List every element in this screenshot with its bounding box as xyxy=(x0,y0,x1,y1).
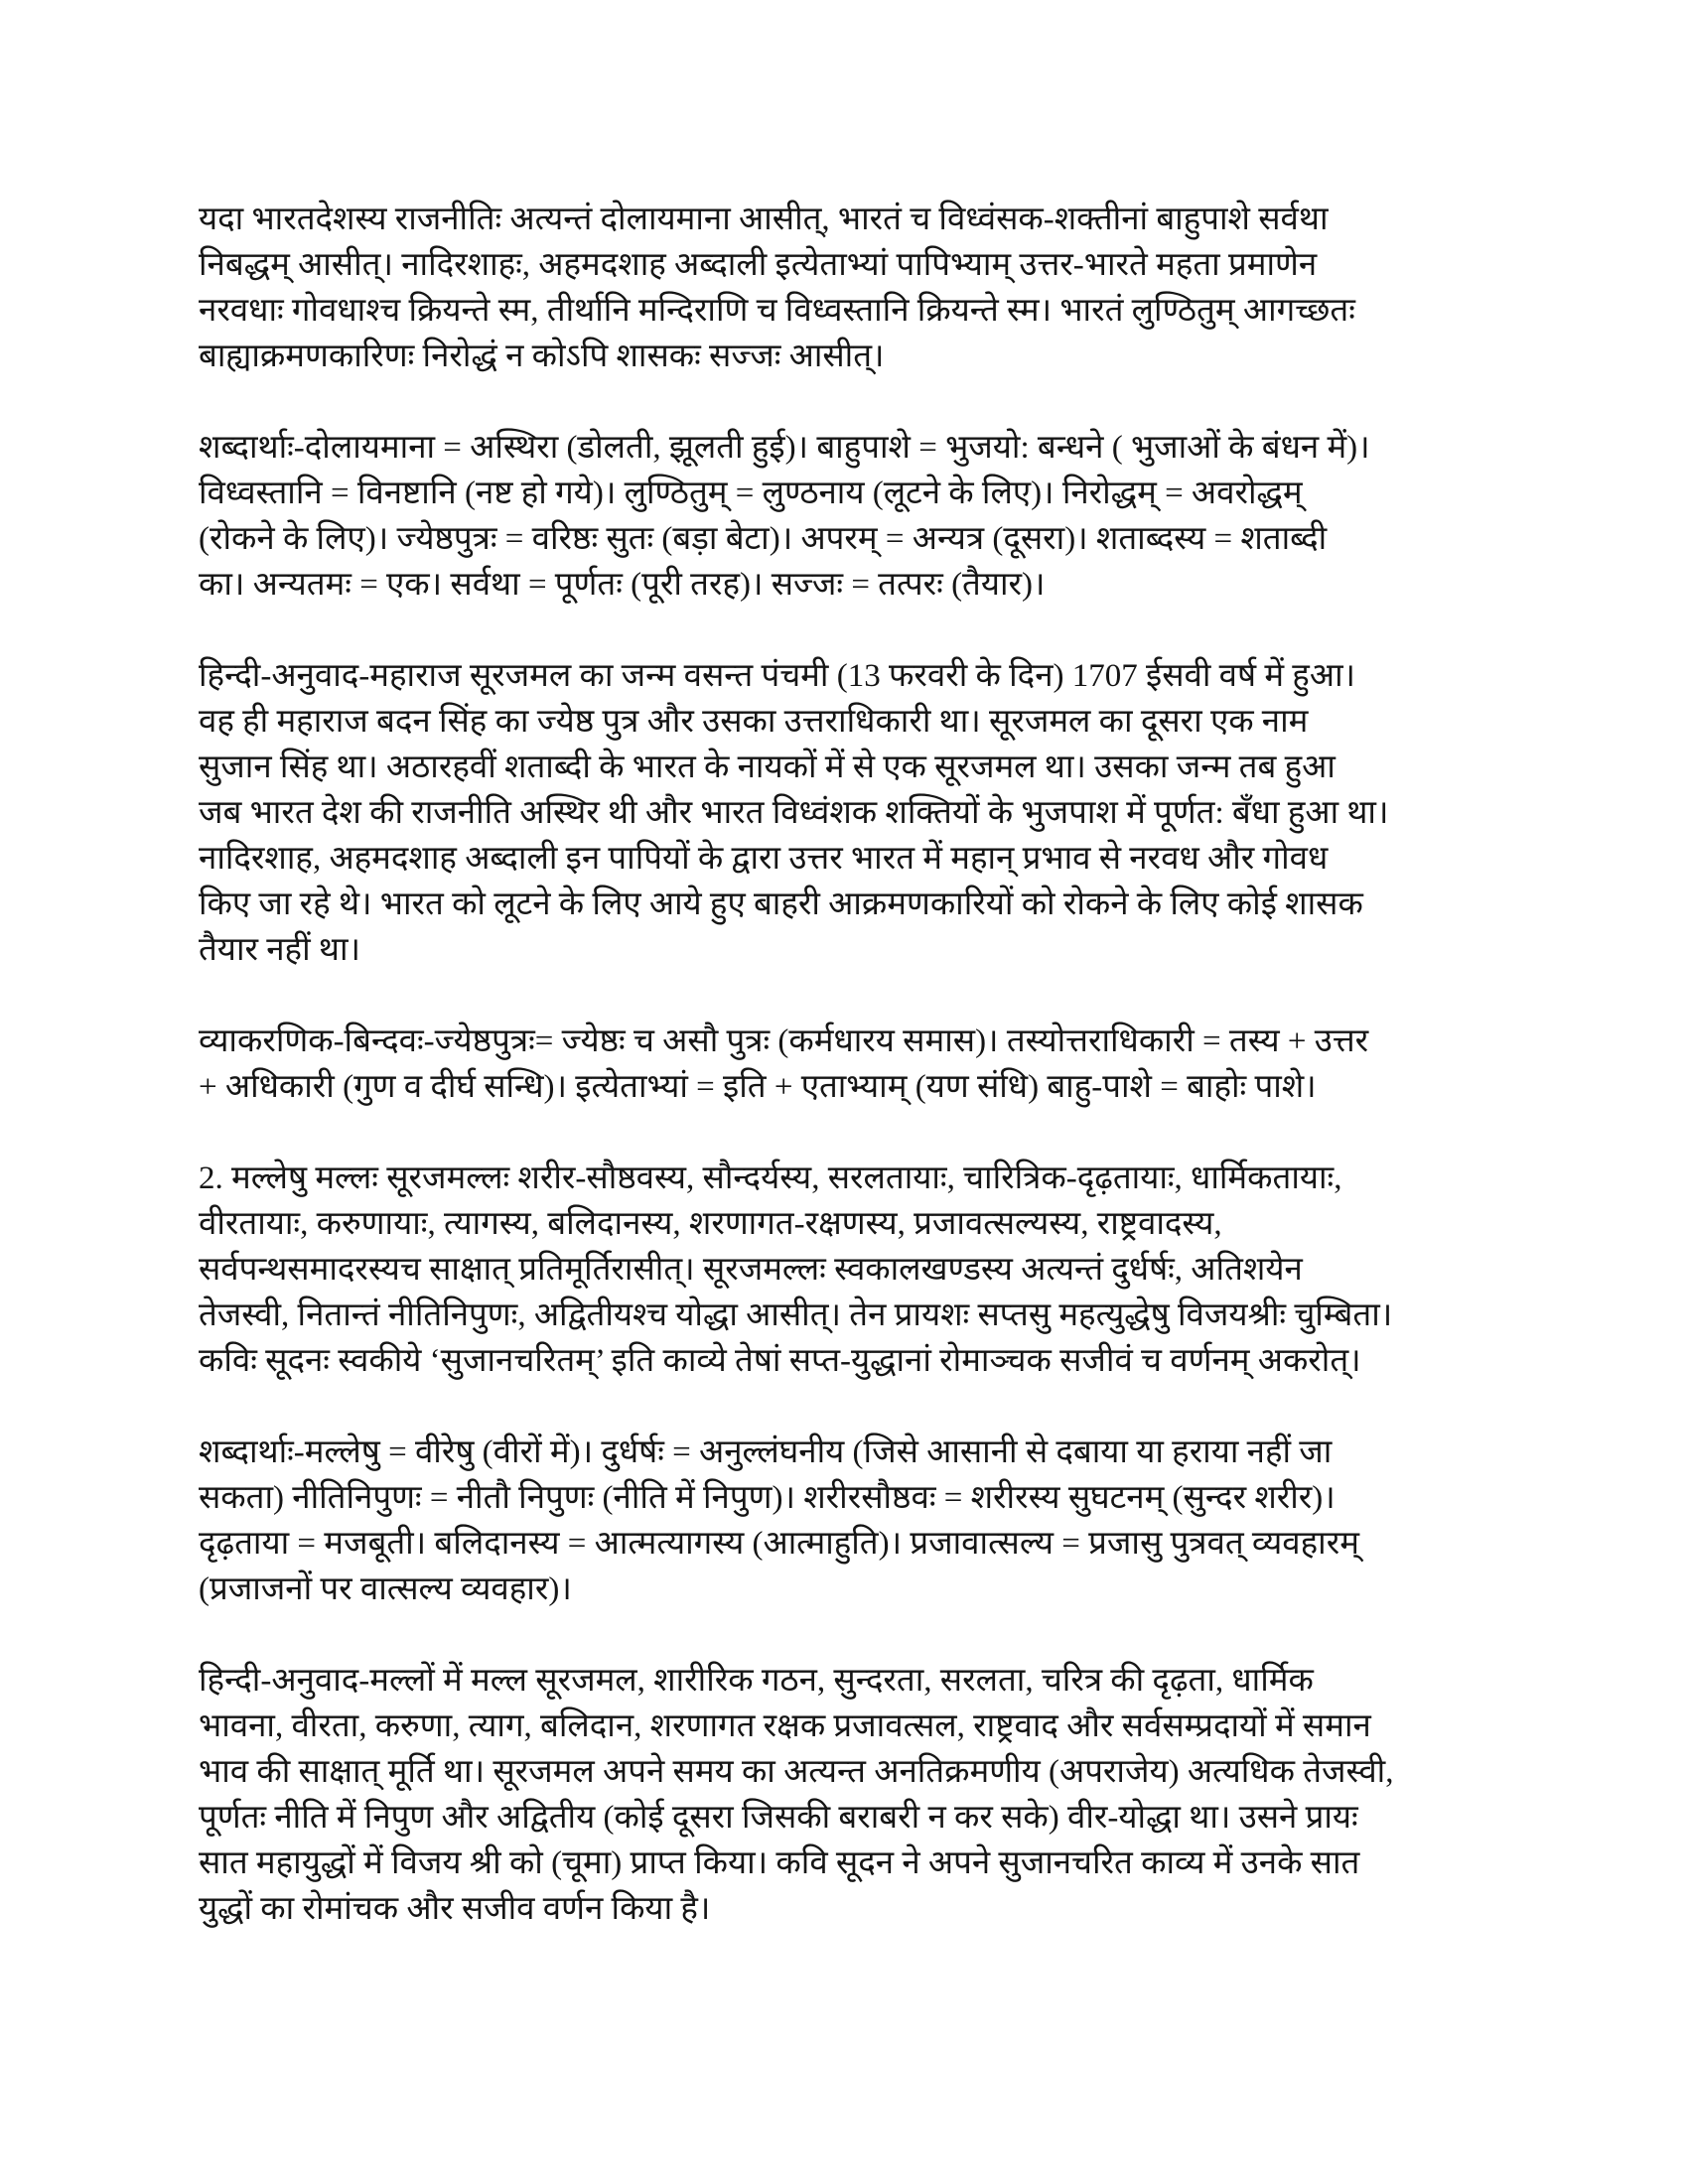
text-line: यदा भारतदेशस्य राजनीतिः अत्यन्तं दोलायमाना आसीत्, भारतं च विध्वंसक-शक्तीनां बाहुपाशे सर्वथा xyxy=(199,202,1329,237)
text-line: का। अन्यतमः = एक। सर्वथा = पूर्णतः (पूरी तरह)। सज्जः = तत्परः (तैयार)। xyxy=(199,567,1046,603)
text-line: व्याकरणिक-बिन्दवः-ज्येष्ठपुत्रः= ज्येष्ठः च असौ पुत्रः (कर्मधारय समास)। तस्योत्तराधिकारी = तस्य + उत्तर xyxy=(199,1024,1369,1059)
text-line: तेजस्वी, नितान्तं नीतिनिपुणः, अद्वितीयश्च योद्धा आसीत्। तेन प्रायशः सप्तसु महत्युद्धेषु विजयश्रीः चुम्बिता। xyxy=(199,1297,1393,1333)
text-line: हिन्दी-अनुवाद-महाराज सूरजमल का जन्म वसन्त पंचमी (13 फरवरी के दिन) 1707 ईसवी वर्ष में हुआ। xyxy=(199,658,1356,694)
text-line: वह ही महाराज बदन सिंह का ज्येष्ठ पुत्र और उसका उत्तराधिकारी था। सूरजमल का दूसरा एक नाम xyxy=(199,704,1309,740)
text-line: हिन्दी-अनुवाद-मल्लों में मल्ल सूरजमल, शारीरिक गठन, सुन्दरता, सरलता, चरित्र की दृढ़ता, धार्मिक xyxy=(199,1663,1314,1699)
text-line: तैयार नहीं था। xyxy=(199,932,361,968)
text-line: भावना, वीरता, करुणा, त्याग, बलिदान, शरणागत रक्षक प्रजावत्सल, राष्ट्रवाद और सर्वसम्प्रदायों में समान xyxy=(199,1708,1371,1744)
text-line: सुजान सिंह था। अठारहवीं शताब्दी के भारत के नायकों में से एक सूरजमल था। उसका जन्म तब हुआ xyxy=(199,750,1336,785)
text-line: 2. मल्लेषु मल्लः सूरजमल्लः शरीर-सौष्ठवस्य, सौन्दर्यस्य, सरलतायाः, चारित्रिक-दृढ़तायाः, धार्मिकतायाः, xyxy=(199,1160,1342,1196)
text-line: कविः सूदनः स्वकीये ‘सुजानचरितम्’ इति काव्ये तेषां सप्त-युद्धानां रोमाञ्चक सजीवं च वर्णनम् अकरोत्। xyxy=(199,1343,1361,1379)
hindi-translation-1 xyxy=(199,653,1489,973)
text-line: सकता) नीतिनिपुणः = नीतौ निपुणः (नीति में निपुण)। शरीरसौष्ठवः = शरीरस्य सुघटनम् (सुन्दर शरीर)। xyxy=(199,1480,1336,1516)
text-line: नरवधाः गोवधाश्च क्रियन्ते स्म, तीर्थानि मन्दिराणि च विध्वस्तानि क्रियन्ते स्म। भारतं लुण्ठितुम् आगच्छतः xyxy=(199,293,1355,329)
text-line: विध्वस्तानि = विनष्टानि (नष्ट हो गये)। लुण्ठितुम् = लुण्ठनाय (लूटने के लिए)। निरोद्धम् = अवरोद्धम् xyxy=(199,476,1303,511)
text-line: दृढ़ताया = मजबूती। बलिदानस्य = आत्मत्यागस्य (आत्माहुति)। प्रजावात्सल्य = प्रजासु पुत्रवत् व्यवहारम् xyxy=(199,1526,1359,1562)
text-line: नादिरशाह, अहमदशाह अब्दाली इन पापियों के द्वारा उत्तर भारत में महान् प्रभाव से नरवध और गोवध xyxy=(199,841,1329,877)
text-line: निबद्धम् आसीत्। नादिरशाहः, अहमदशाह अब्दाली इत्येताभ्यां पापिभ्याम् उत्तर-भारते महता प्रमाणेन xyxy=(199,247,1318,283)
text-line: युद्धों का रोमांचक और सजीव वर्णन किया है। xyxy=(199,1891,711,1927)
grammar-points xyxy=(199,1019,1489,1110)
word-meanings-2 xyxy=(199,1430,1489,1612)
text-line: सर्वपन्थसमादरस्यच साक्षात् प्रतिमूर्तिरासीत्। सूरजमल्लः स्वकालखण्डस्य अत्यन्तं दुर्धर्षः, अतिशयेन xyxy=(199,1252,1303,1288)
text-line: (रोकने के लिए)। ज्येष्ठपुत्रः = वरिष्ठः सुतः (बड़ा बेटा)। अपरम् = अन्यत्र (दूसरा)। शताब्दस्य = शताब्दी xyxy=(199,521,1328,557)
text-line: पूर्णतः नीति में निपुण और अद्वितीय (कोई दूसरा जिसकी बराबरी न कर सके) वीर-योद्धा था। उसने प्रायः xyxy=(199,1800,1358,1836)
sanskrit-passage-1 xyxy=(199,197,1489,379)
text-line: शब्दार्थाः-मल्लेषु = वीरेषु (वीरों में)। दुर्धर्षः = अनुल्लंघनीय (जिसे आसानी से दबाया या हराया नहीं जा xyxy=(199,1434,1333,1470)
text-line: शब्दार्थाः-दोलायमाना = अस्थिरा (डोलती, झूलती हुई)। बाहुपाशे = भुजयो: बन्धने ( भुजाओं के बंधन में)। xyxy=(199,430,1370,466)
text-content xyxy=(199,197,1489,1978)
text-line: + अधिकारी (गुण व दीर्घ सन्धि)। इत्येताभ्यां = इति + एताभ्याम् (यण संधि) बाहु-पाशे = बाहोः पाशे। xyxy=(199,1069,1317,1105)
text-line: भाव की साक्षात् मूर्ति था। सूरजमल अपने समय का अत्यन्त अनतिक्रमणीय (अपराजेय) अत्यधिक तेजस्वी, xyxy=(199,1754,1394,1790)
text-line: वीरतायाः, करुणायाः, त्यागस्य, बलिदानस्य, शरणागत-रक्षणस्य, प्रजावत्सल्यस्य, राष्ट्रवादस्य, xyxy=(199,1206,1222,1242)
hindi-translation-2 xyxy=(199,1658,1489,1932)
text-line: (प्रजाजनों पर वात्सल्य व्यवहार)। xyxy=(199,1571,572,1607)
text-line: बाह्याक्रमणकारिणः निरोद्धं न कोऽपि शासकः सज्जः आसीत्। xyxy=(199,339,885,374)
text-line: किए जा रहे थे। भारत को लूटने के लिए आये हुए बाहरी आक्रमणकारियों को रोकने के लिए कोई शासक xyxy=(199,887,1363,922)
word-meanings-1 xyxy=(199,425,1489,608)
text-line: सात महायुद्धों में विजय श्री को (चूमा) प्राप्त किया। कवि सूदन ने अपने सुजानचरित काव्य में उनके सात xyxy=(199,1845,1360,1881)
sanskrit-passage-2 xyxy=(199,1156,1489,1384)
text-line: जब भारत देश की राजनीति अस्थिर थी और भारत विध्वंशक शक्तियों के भुजपाश में पूर्णत: बँधा हुआ था। xyxy=(199,795,1389,831)
